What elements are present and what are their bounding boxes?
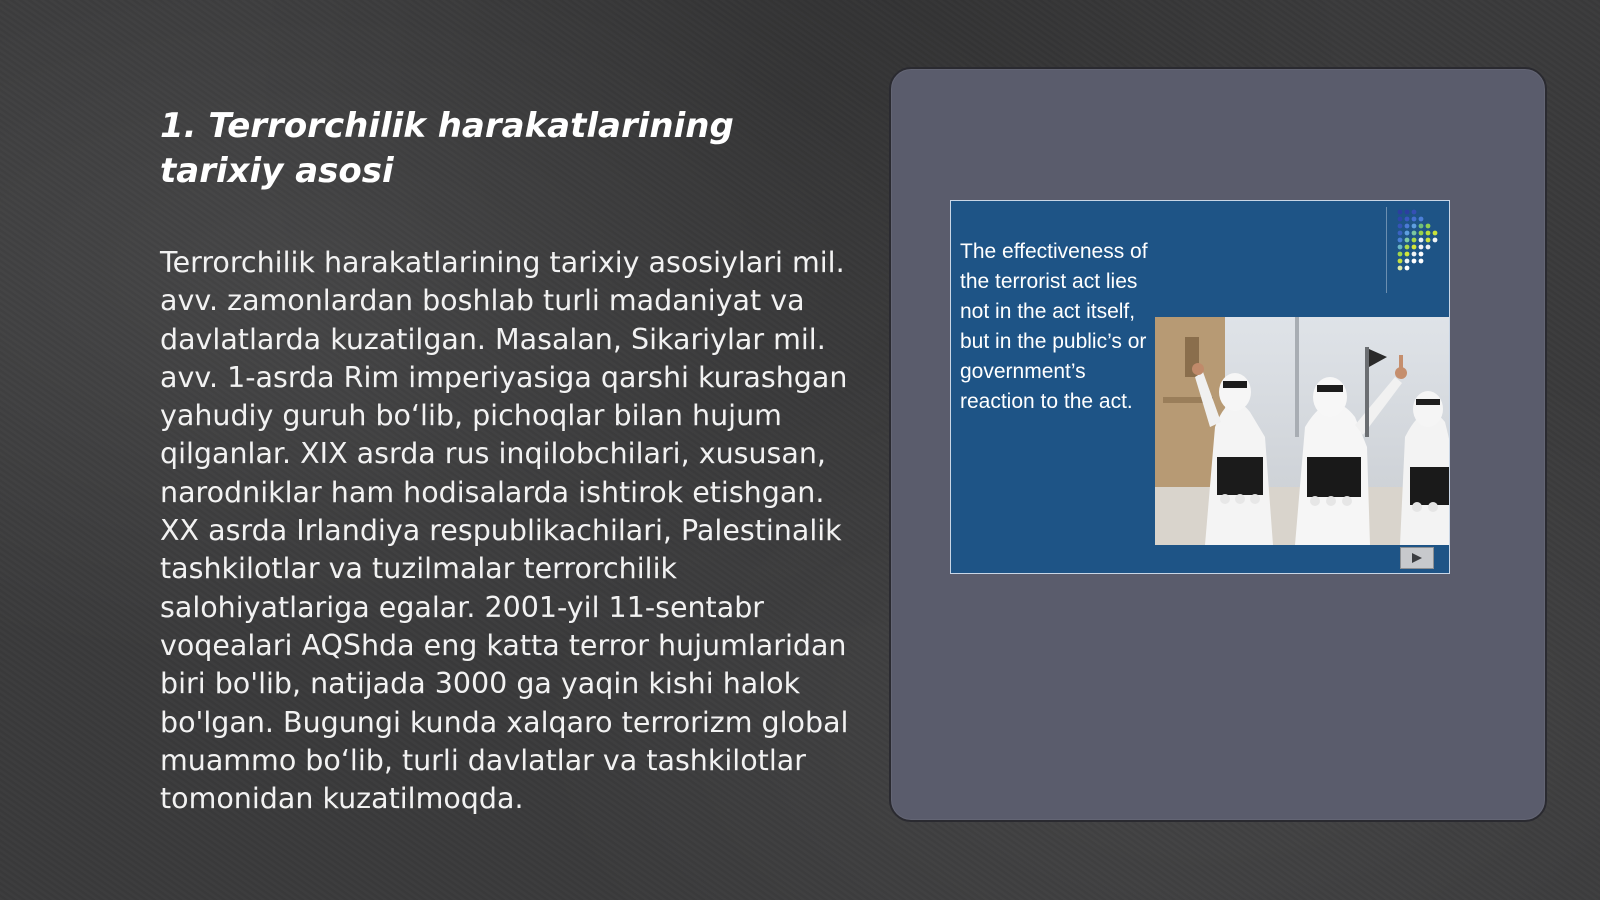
dot-grid-icon: [1395, 208, 1441, 280]
play-button[interactable]: [1400, 547, 1434, 569]
decorative-divider: [1386, 207, 1387, 293]
slide-title: 1. Terrorchilik harakatlarining tarixiy asosi: [160, 106, 734, 191]
slide-body-text: Terrorchilik harakatlarining tarixiy asosiylari mil. avv. zamonlardan boshlab turli madaniyat va davlatlarda kuzatilgan. Masalan, Sikariylar mil. avv. 1-asrda Rim imperiyasiga qarshi kurashgan yahudiy guruh bo‘lib, pichoqlar bilan hujum qilganlar. XIX asrda rus inqilobchilari, xususan, narodniklar ham hodisalarda ishtirok etishgan. XX asrda Irlandiya respublikachilari, Palestinalik tashkilotlar va tuzilmalar terrorchilik salohiyatlariga egalar. 2001-yil 11-sentabr voqealari AQShda eng katta terror hujumlaridan biri bo'lib, natijada 3000 ga yaqin kishi halok bo'lgan. Bugungi kunda xalqaro terrorizm global muammo bo‘lib, turli davlatlar va tashkilotlar tomonidan kuzatilmoqda.: [160, 246, 849, 816]
embedded-quote-text: The effectiveness of the terrorist act lies not in the act itself, but in the public’s or government’s reaction to the act.: [960, 240, 1148, 413]
photo-of-masked-militants: [1155, 317, 1450, 545]
play-icon: [1410, 552, 1424, 564]
embedded-slide-image: [950, 200, 1450, 574]
